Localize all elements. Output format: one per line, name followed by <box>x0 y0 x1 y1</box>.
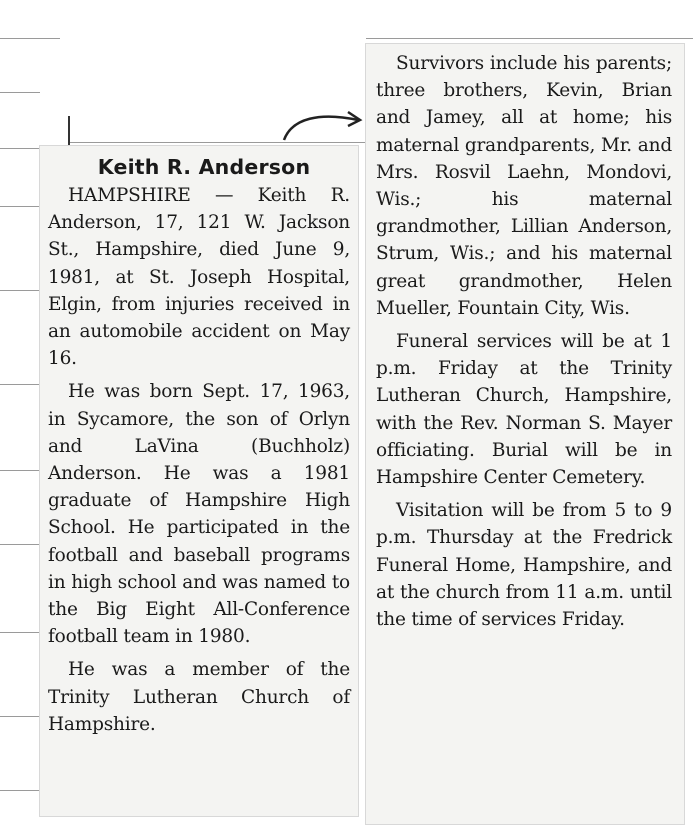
obituary-left-column <box>48 152 350 744</box>
page-rule <box>0 470 40 471</box>
page-rule <box>366 38 693 39</box>
obituary-paragraph: Funeral services will be at 1 p.m. Friday at the Trinity Lutheran Church, Hampshire, with the Rev. Norman S. Mayer officiating. Burial will be in Hampshire Center Cemetery. <box>376 331 672 489</box>
page-rule <box>0 632 40 633</box>
page-rule <box>0 206 40 207</box>
obituary-paragraph: HAMPSHIRE — Keith R. Anderson, 17, 121 W. Jackson St., Hampshire, died June 9, 1981, at St. Joseph Hospital, Elgin, from injuries received in an automobile accident on May 16. <box>48 185 350 370</box>
page-rule <box>0 716 40 717</box>
page-rule <box>0 38 60 39</box>
obituary-paragraph: He was born Sept. 17, 1963, in Sycamore, the son of Orlyn and LaVina (Buchholz) Anderson. He was a 1981 graduate of Hampshire High School. He participated in the football and baseball programs in high school and was named to the Big Eight All-Conference football team in 1980. <box>48 381 350 648</box>
page-rule <box>0 148 40 149</box>
page-rule <box>0 92 40 93</box>
obituary-right-column <box>376 50 672 639</box>
page-rule <box>0 290 40 291</box>
margin-mark <box>68 116 70 146</box>
obituary-paragraph: He was a member of the Trinity Lutheran Church of Hampshire. <box>48 659 350 735</box>
obituary-paragraph: Survivors include his parents; three brothers, Kevin, Brian and Jamey, all at home; his maternal grandparents, Mr. and Mrs. Rosvil Laehn, Mondovi, Wis.; his maternal grandmother, Lillian Anderson, Strum, Wis.; and his maternal great grandmother, Helen Mueller, Fountain City, Wis. <box>376 53 672 319</box>
obituary-headline: Keith R. Anderson <box>97 155 311 179</box>
page-rule <box>0 544 40 545</box>
continuation-arrow-icon <box>280 104 366 144</box>
obituary-paragraph: Visitation will be from 5 to 9 p.m. Thursday at the Fredrick Funeral Home, Hampshire, and at the church from 11 a.m. until the time of services Friday. <box>376 500 672 631</box>
page-rule <box>0 790 40 791</box>
page-rule <box>0 384 40 385</box>
